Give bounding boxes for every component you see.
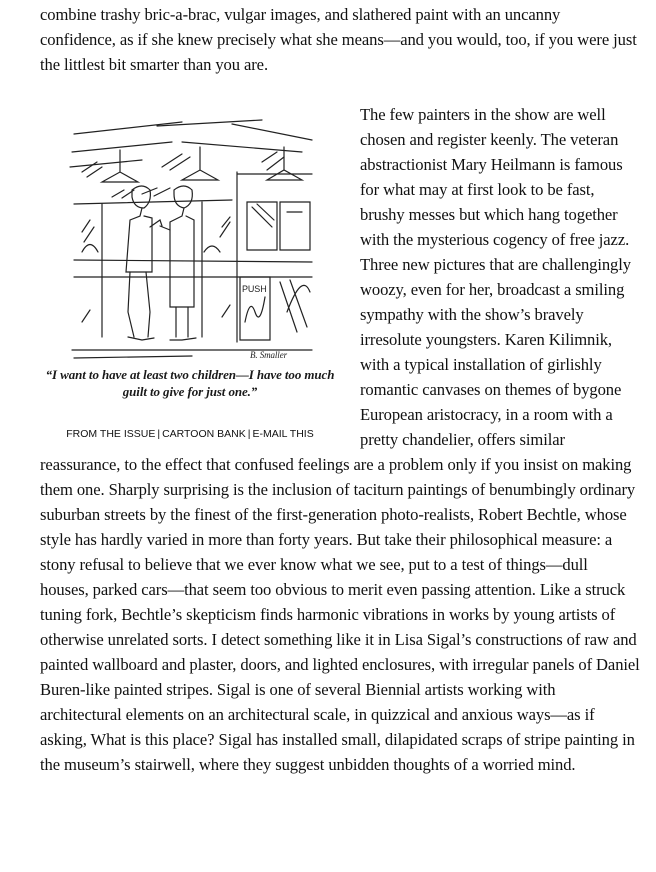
article-paragraph: combine trashy bric-a-brac, vulgar images, and slathered paint with an uncanny confidence, as if she knew precisely what she means—and you would, too, if you were just the littlest bit smarter than you are. — [40, 5, 637, 74]
article-body — [40, 2, 640, 777]
cartoon-links — [40, 422, 340, 447]
cartoon-caption: “I want to have at least two children—I have too much guilt to give for just one.” — [45, 367, 335, 399]
cartoon-bank-link[interactable]: CARTOON BANK — [162, 428, 246, 440]
link-separator: | — [247, 428, 251, 440]
cartoon-figure — [40, 100, 340, 450]
cartoon-drawing[interactable] — [62, 112, 320, 362]
from-the-issue-link[interactable]: FROM THE ISSUE — [66, 428, 156, 440]
link-separator: | — [157, 428, 161, 440]
cartoon-signature: B. Smaller — [250, 350, 287, 360]
article-paragraph: The few painters in the show are well chosen and register keenly. The veteran abstractionist Mary Heilmann is famous for what may at first look to be fast, brushy messes but which hang together with the mysterious cogency of free jazz. Three new pictures that are challengingly woozy, even for her, broadcast a smiling sympathy with the show’s bravely irresolute youngsters. Karen Kilimnik, with a typical installation of girlishly romantic canvases on themes of bygone European aristocracy, in a room with a pretty chandelier, offers similar reassurance, to the effect that confused feelings are a problem only if you insist on making them one. Sharply surprising is the inclusion of taciturn paintings of benumbingly ordinary suburban streets by the finest of the first-generation photo-realists, Robert Bechtle, whose style has hardly varied in more than forty years. But take their philosophical measure: a stony refusal to believe that we ever know what we see, put to a test of things—dull houses, parked cars—that seem too obvious to merit even passing attention. Like a struck tuning fork, Bechtle’s skepticism finds harmonic vibrations in works by young artists of otherwise unrelated sorts. I detect something like it in Lisa Sigal’s constructions of raw and painted wallboard and plaster, doors, and lighted enclosures, with irregular panels of Daniel Buren-like painted stripes. Sigal is one of several Biennial artists working with architectural elements on an architectural scale, in quizzical and anxious ways—as if asking, What is this place? Sigal has installed small, dilapidated scraps of stripe painting in the museum’s stairwell, where they suggest unbidden thoughts of a worried mind. — [40, 105, 640, 774]
email-this-link[interactable]: E-MAIL THIS — [252, 428, 314, 440]
push-sign-text: PUSH — [242, 284, 267, 294]
